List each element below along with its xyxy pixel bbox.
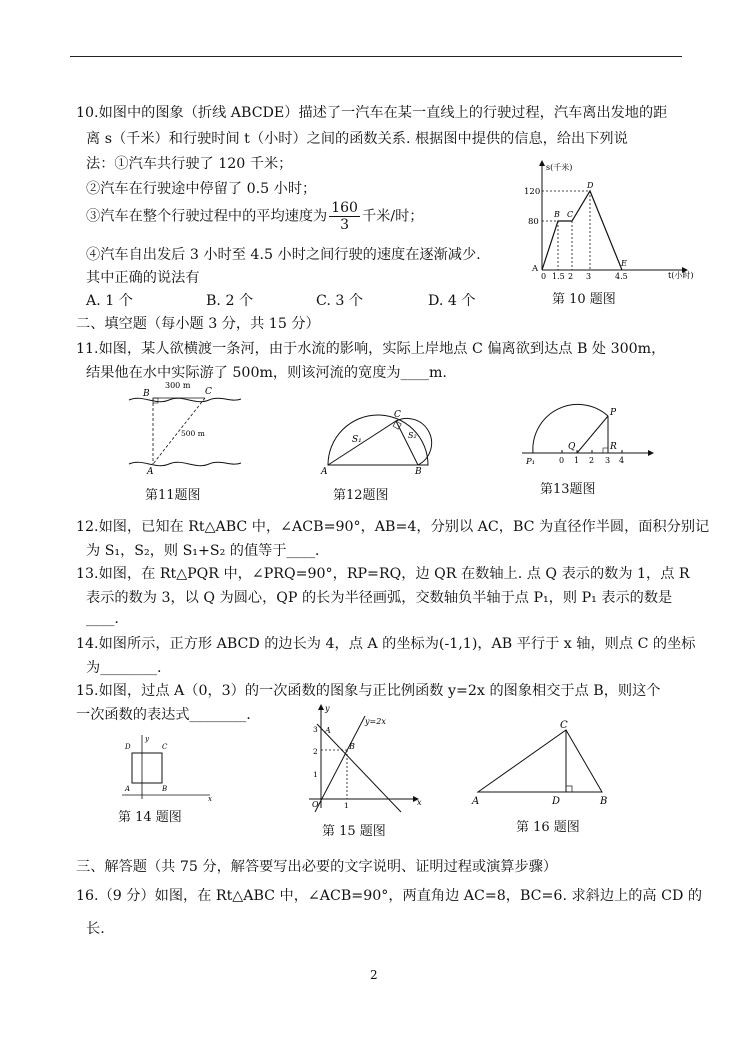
- q14-figure-caption: 第 14 题图: [118, 810, 182, 825]
- q10-distance-time-graph: [520, 158, 694, 281]
- svg-text:x: x: [417, 798, 422, 807]
- svg-text:y: y: [325, 704, 330, 713]
- svg-text:B: B: [349, 742, 355, 751]
- q11-river-figure: [125, 378, 245, 476]
- q14-line1: 14.如图所示，正方形 ABCD 的边长为 4，点 A 的坐标为(-1,1)，AB 平行于 x 轴，则点 C 的坐标: [76, 636, 696, 652]
- svg-text:2: 2: [589, 456, 595, 465]
- svg-text:E: E: [621, 259, 627, 268]
- q10-line5a: ③汽车在整个行驶过程中的平均速度为: [86, 208, 328, 225]
- q10-line5b: 千米/时；: [361, 208, 424, 225]
- svg-text:500 m: 500 m: [181, 429, 205, 438]
- svg-text:B: B: [415, 467, 422, 477]
- q10-figure-caption: 第 10 题图: [552, 292, 616, 307]
- q11-figure-caption: 第11题图: [145, 488, 201, 503]
- q13-line3: ____.: [86, 611, 119, 627]
- svg-text:3: 3: [605, 456, 611, 465]
- svg-text:t(小时): t(小时): [668, 271, 694, 280]
- q11-line2: 结果他在水中实际游了 500m，则该河流的宽度为____m.: [86, 365, 447, 381]
- average-speed-fraction: $\frac{160}{3}$: [331, 200, 358, 233]
- q10-option-b: B. 2 个: [206, 293, 254, 309]
- q16-line2: 长.: [86, 921, 105, 937]
- section-2-title: 二、填空题（每小题 3 分，共 15 分）: [76, 316, 320, 332]
- svg-text:A: A: [532, 264, 539, 274]
- q14-square-figure: [120, 733, 216, 801]
- svg-text:D: D: [125, 743, 131, 751]
- svg-text:C: C: [394, 410, 401, 420]
- q15-line1: 15.如图，过点 A（0，3）的一次函数的图象与正比例函数 y=2x 的图象相交于点 B，则这个: [76, 683, 661, 699]
- svg-text:P₁: P₁: [526, 457, 536, 467]
- svg-text:1: 1: [574, 456, 580, 465]
- q10-option-c: C. 3 个: [316, 293, 364, 309]
- svg-text:B: B: [162, 785, 168, 793]
- q10-line3: 法：①汽车共行驶了 120 千米；: [86, 156, 293, 172]
- svg-text:Q: Q: [568, 442, 576, 452]
- svg-text:C: C: [205, 387, 212, 397]
- svg-text:0: 0: [559, 456, 565, 465]
- q10-option-a: A. 1 个: [86, 293, 133, 309]
- svg-text:2: 2: [568, 272, 574, 281]
- svg-text:2: 2: [313, 747, 318, 756]
- svg-text:S₂: S₂: [408, 431, 417, 440]
- svg-text:D: D: [552, 796, 561, 807]
- q12-figure-caption: 第12题图: [333, 488, 389, 503]
- svg-text:80: 80: [528, 217, 539, 227]
- svg-text:300 m: 300 m: [165, 381, 191, 390]
- svg-text:P: P: [610, 408, 617, 418]
- q12-line1: 12.如图，已知在 Rt△ABC 中，∠ACB=90°，AB=4，分别以 AC，BC 为直径作半圆，面积分别记: [76, 519, 710, 535]
- q16-figure-caption: 第 16 题图: [516, 820, 580, 835]
- svg-text:C: C: [567, 210, 574, 219]
- q10-line7: 其中正确的说法有: [86, 270, 200, 286]
- svg-text:D: D: [587, 181, 594, 190]
- section-3-title: 三、解答题（共 75 分，解答要写出必要的文字说明、证明过程或演算步骤）: [76, 859, 558, 875]
- svg-text:B: B: [554, 210, 560, 219]
- svg-text:A: A: [325, 726, 331, 735]
- svg-text:0: 0: [541, 272, 547, 281]
- svg-text:R: R: [610, 442, 617, 452]
- svg-text:1: 1: [344, 801, 349, 810]
- svg-text:A: A: [147, 467, 154, 477]
- svg-text:A: A: [321, 467, 328, 477]
- q16-triangle-figure: [468, 718, 618, 806]
- svg-text:y: y: [145, 735, 149, 743]
- page-number: 2: [370, 968, 378, 982]
- svg-text:C: C: [162, 743, 168, 751]
- q12-line2: 为 S₁，S₂，则 S₁+S₂ 的值等于____.: [86, 543, 320, 559]
- q10-line1: 10.如图中的图象（折线 ABCDE）描述了一汽车在某一直线上的行驶过程，汽车离出发地的距: [76, 105, 668, 121]
- header-rule: [70, 56, 682, 57]
- svg-text:S₁: S₁: [352, 435, 362, 445]
- svg-text:4: 4: [619, 456, 625, 465]
- q13-line1: 13.如图，在 Rt△PQR 中，∠PRQ=90°，RP=RQ，边 QR 在数轴上. 点 Q 表示的数为 1，点 R: [76, 566, 690, 582]
- svg-text:O: O: [312, 800, 319, 809]
- q10-line2: 离 s（千米）和行驶时间 t（小时）之间的函数关系. 根据图中提供的信息，给出下列说: [86, 131, 628, 147]
- svg-text:C: C: [560, 720, 568, 731]
- q10-option-d: D. 4 个: [428, 293, 476, 309]
- q13-number-line-figure: [518, 398, 656, 470]
- svg-text:3: 3: [313, 725, 318, 734]
- svg-text:A: A: [125, 785, 131, 793]
- q16-line1: 16.（9 分）如图，在 Rt△ABC 中，∠ACB=90°，两直角边 AC=8，BC=6. 求斜边上的高 CD 的: [76, 888, 703, 904]
- q13-figure-caption: 第13题图: [540, 482, 596, 497]
- svg-text:4.5: 4.5: [615, 272, 628, 281]
- svg-text:B: B: [600, 796, 608, 807]
- q10-line4: ②汽车在行驶途中停留了 0.5 小时；: [86, 181, 317, 197]
- q15-line2: 一次函数的表达式________.: [76, 707, 251, 723]
- q12-semicircles-figure: [318, 398, 440, 476]
- svg-text:1: 1: [313, 770, 318, 779]
- q13-line2: 表示的数为 3，以 Q 为圆心，QP 的长为半径画弧，交数轴负半轴于点 P₁，则 P₁ 表示的数是: [86, 590, 673, 606]
- svg-text:1.5: 1.5: [552, 272, 565, 281]
- q15-linear-functions-figure: [305, 702, 425, 812]
- svg-text:120: 120: [524, 187, 541, 197]
- q14-line2: 为________.: [86, 660, 162, 676]
- svg-text:s(千米): s(千米): [546, 163, 573, 172]
- svg-text:x: x: [208, 795, 212, 803]
- q15-figure-caption: 第 15 题图: [322, 824, 386, 839]
- svg-text:B: B: [143, 389, 150, 399]
- q10-line6: ④汽车自出发后 3 小时至 4.5 小时之间行驶的速度在逐渐减少.: [86, 247, 481, 263]
- q11-line1: 11.如图，某人欲横渡一条河，由于水流的影响，实际上岸地点 C 偏离欲到达点 B 处 300m，: [76, 341, 666, 357]
- svg-text:A: A: [472, 796, 480, 807]
- svg-text:3: 3: [586, 272, 592, 281]
- q10-line5: [86, 200, 423, 233]
- svg-text:y=2x: y=2x: [365, 717, 386, 726]
